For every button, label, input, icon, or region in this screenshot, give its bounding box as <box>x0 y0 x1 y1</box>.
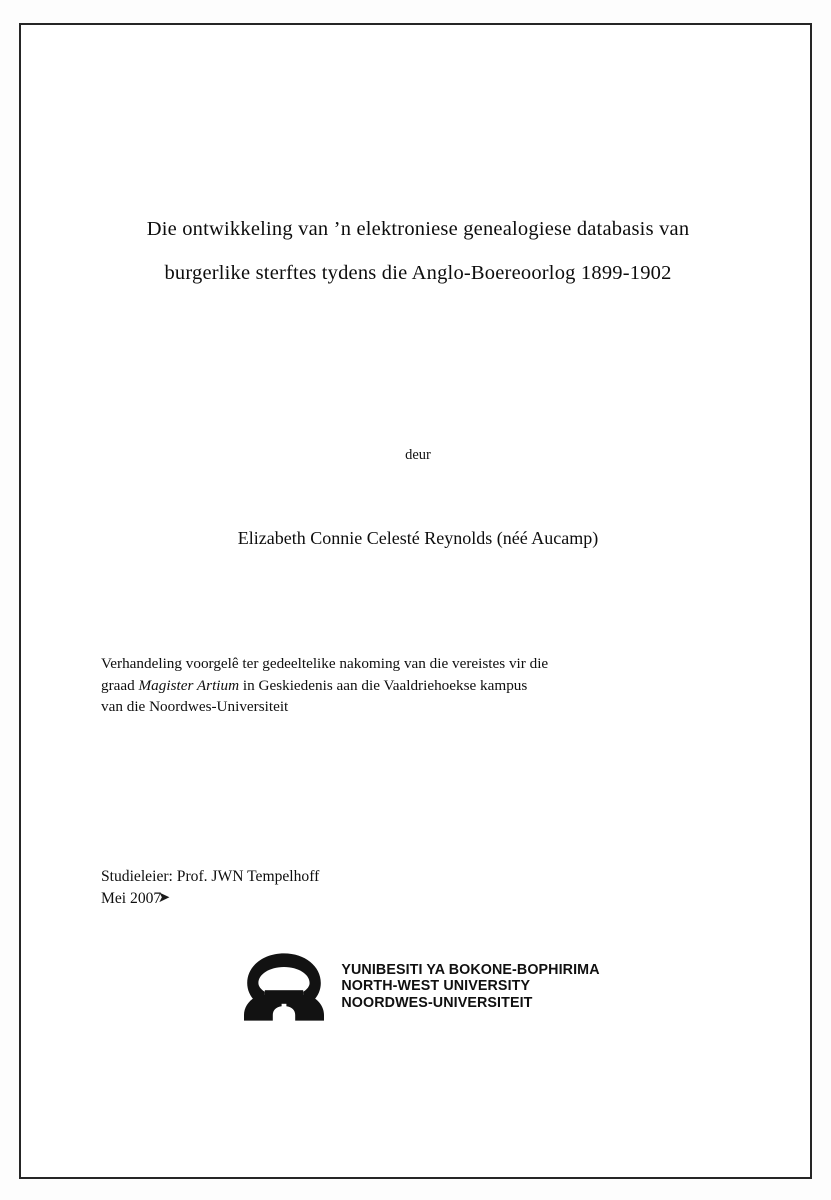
statement-line-2-pre: graad <box>101 676 139 694</box>
logo-text <box>341 962 599 1011</box>
submission-date: Mei 2007 <box>101 889 162 907</box>
page-border <box>19 23 812 1179</box>
statement-line-2 <box>101 675 721 697</box>
handwritten-mark-icon: ➤ <box>157 889 171 906</box>
degree-name: Magister Artium <box>138 676 240 694</box>
author-name: Elizabeth Connie Celesté Reynolds (néé Aucamp) <box>237 528 599 548</box>
title-line-2: burgerlike sterftes tydens die Anglo-Boereoorlog 1899-1902 <box>164 262 672 284</box>
statement-line-1: Verhandeling voorgelê ter gedeeltelike nakoming van die vereistes vir die <box>101 655 549 672</box>
by-label: deur <box>405 447 431 463</box>
page-content <box>101 85 735 1125</box>
degree-statement <box>101 653 721 718</box>
supervisor-name: Studieleier: Prof. JWN Tempelhoff <box>101 867 320 885</box>
nwu-logo-icon <box>236 950 332 1024</box>
statement-line-3: van die Noordwes-Universiteit <box>101 698 289 715</box>
supervisor-block <box>101 866 735 910</box>
statement-line-2-post: in Geskiedenis aan die Vaaldriehoekse kampus <box>239 676 528 694</box>
page-title <box>101 207 735 295</box>
date-wrapper <box>101 888 735 910</box>
university-logo <box>101 950 735 1024</box>
submission-date-container <box>101 888 171 910</box>
title-line-1: Die ontwikkeling van ’n elektroniese genealogiese databasis van <box>146 218 690 240</box>
logo-text-line-3: NOORDWES-UNIVERSITEIT <box>341 994 533 1011</box>
logo-text-line-1: YUNIBESITI YA BOKONE-BOPHIRIMA <box>341 961 600 978</box>
logo-text-line-2: NORTH-WEST UNIVERSITY <box>341 978 531 995</box>
